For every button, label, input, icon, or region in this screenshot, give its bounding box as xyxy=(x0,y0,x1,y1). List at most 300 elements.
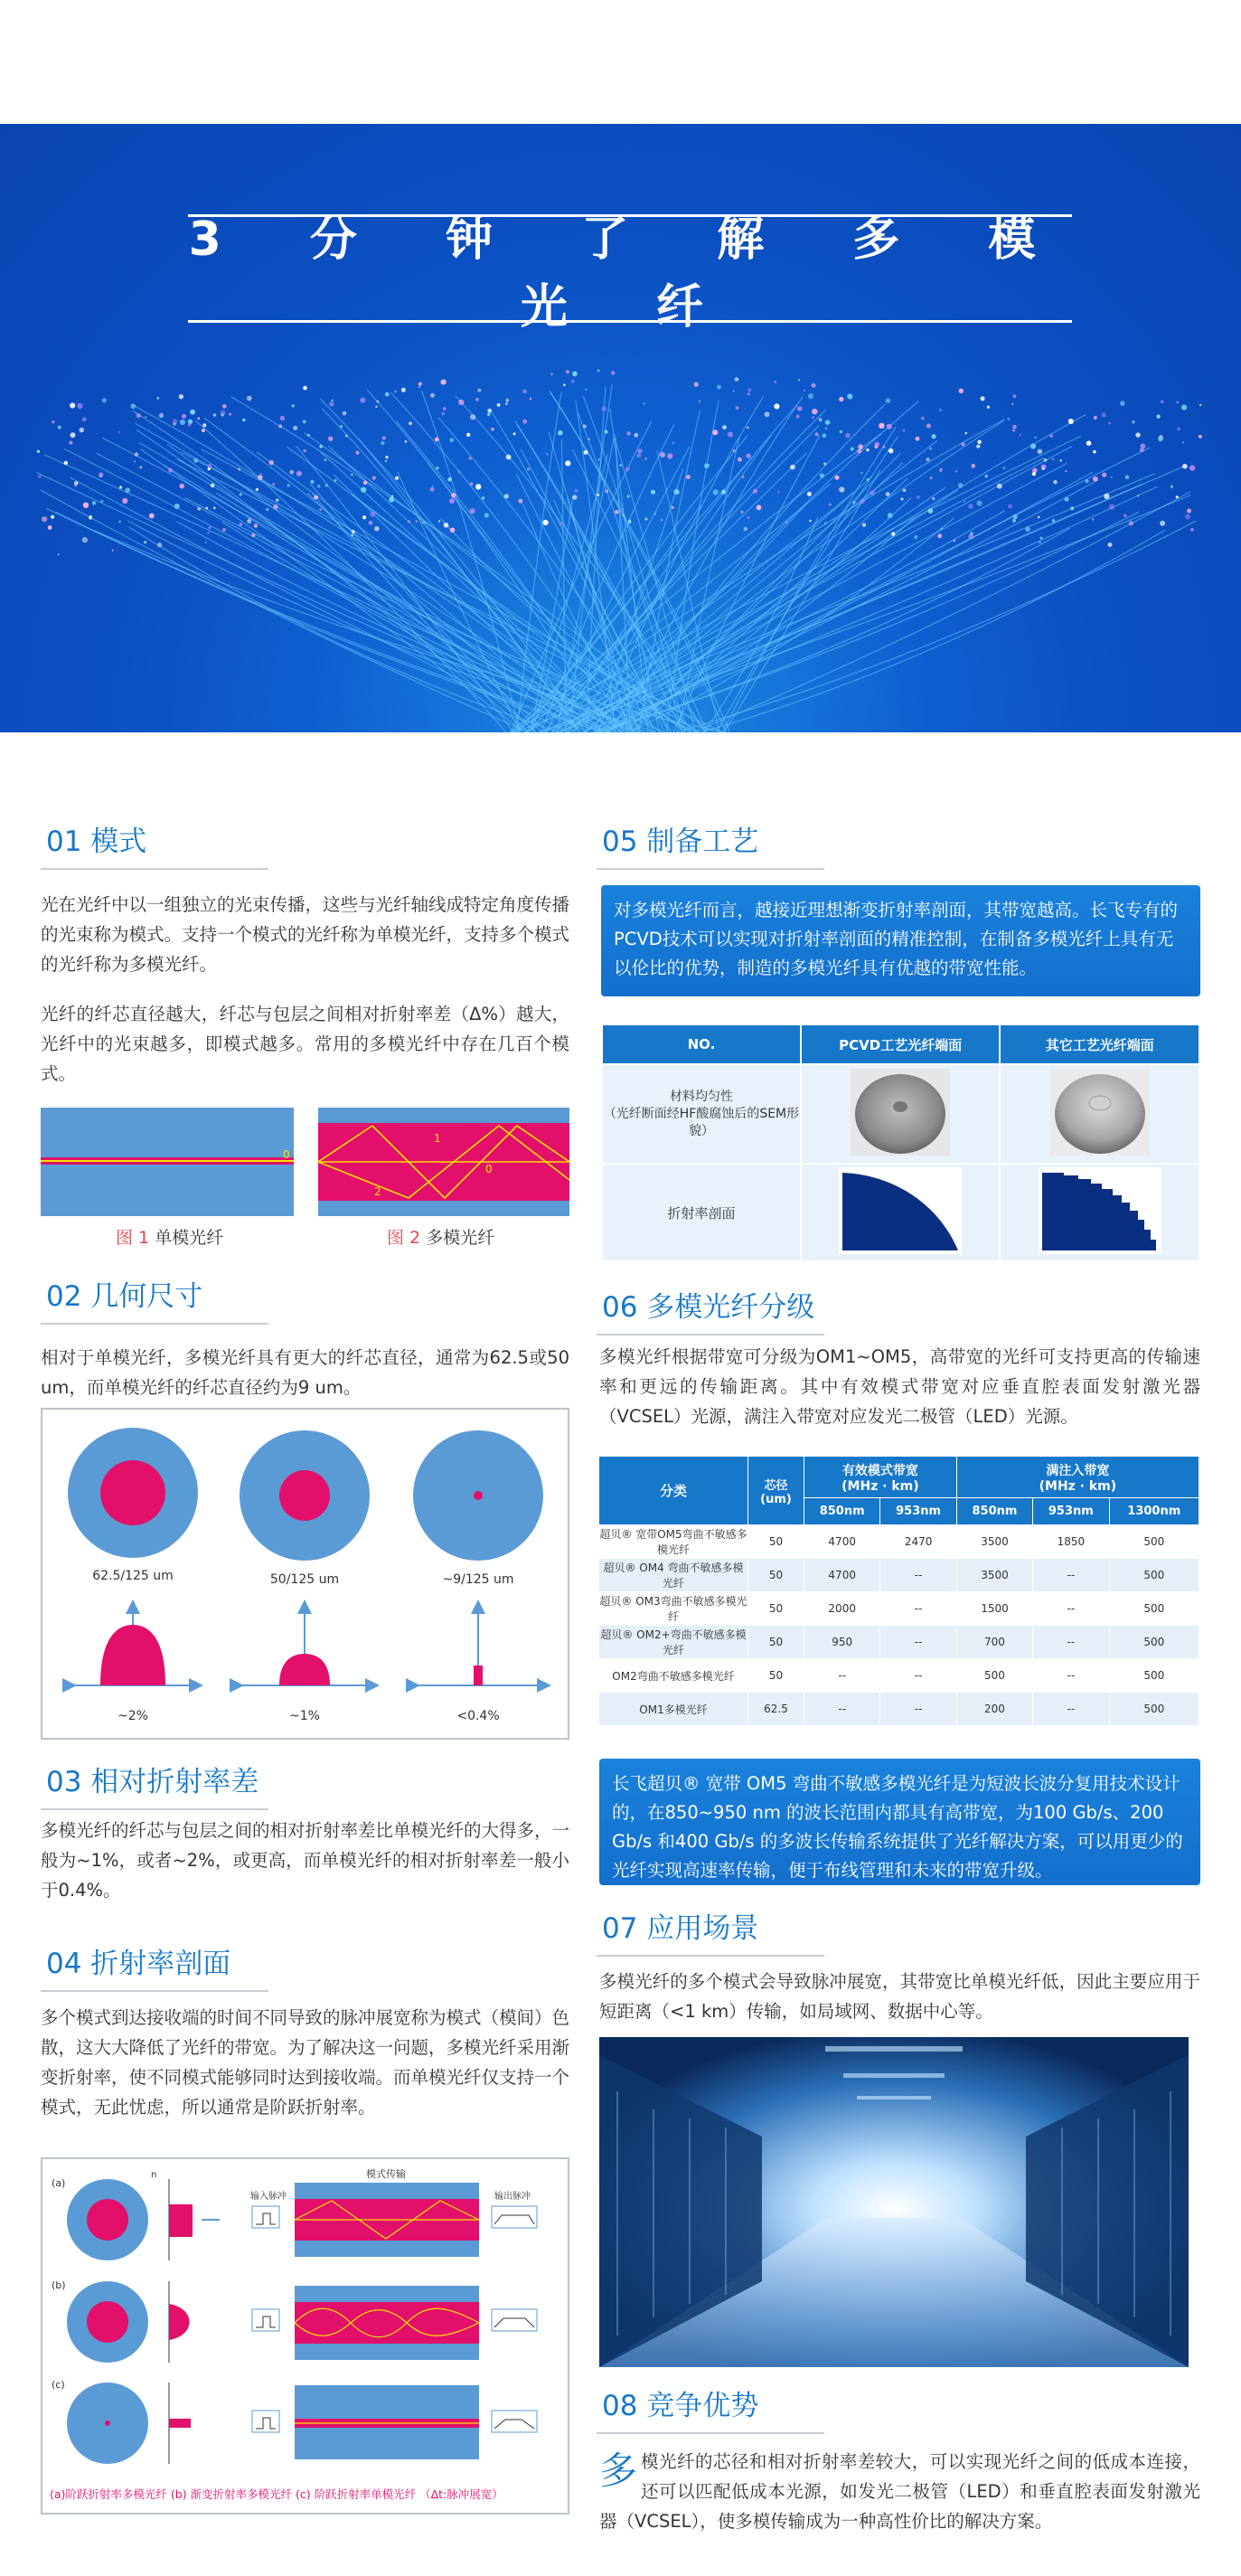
fiber-light-dot xyxy=(37,450,40,453)
fiber-light-dot xyxy=(747,454,751,458)
fiber-light-dot xyxy=(205,507,208,510)
fiber-light-dot xyxy=(721,490,726,495)
fiber-light-dot xyxy=(269,460,274,465)
grading-sub-ofl-1300: 1300nm xyxy=(1109,1498,1199,1525)
fiber-light-dot xyxy=(926,458,930,461)
fiber-light-dot xyxy=(118,431,121,434)
fiber-light-dot xyxy=(58,426,61,429)
fiber-light-dot xyxy=(1135,432,1140,437)
fiber-light-dot xyxy=(458,471,460,473)
fiber-light-dot xyxy=(377,401,380,403)
fiber-light-dot xyxy=(572,495,577,499)
fiber-light-dot xyxy=(569,513,571,514)
grading-cell: 4700 xyxy=(804,1559,880,1592)
data-center-image xyxy=(599,2037,1189,2367)
fiber-light-dot xyxy=(985,475,987,477)
fiber-light-dot xyxy=(254,524,258,527)
grading-cell: 超贝® 宽带OM5弯曲不敏感多模光纤 xyxy=(599,1525,748,1559)
fiber-light-dot xyxy=(824,522,827,524)
grading-cell: 超贝® OM3弯曲不敏感多模光纤 xyxy=(599,1592,748,1626)
fiber-light-dot xyxy=(937,533,942,538)
section-08-paragraph xyxy=(599,2447,1200,2536)
fiber-light-dot xyxy=(409,421,412,425)
fiber-light-dot xyxy=(51,515,54,519)
fiber-light-dot xyxy=(566,370,569,373)
pcvd-sem-picture xyxy=(851,1069,950,1156)
other-sem-picture xyxy=(1050,1069,1150,1156)
fiber-light-dot xyxy=(825,420,831,425)
geometry-label-50: 50/125 um xyxy=(269,1572,340,1587)
fiber-light-dot xyxy=(274,505,278,509)
fiber-light-dot xyxy=(1008,418,1011,420)
fiber-light-dot xyxy=(89,515,92,518)
fiber-light-dot xyxy=(77,403,82,409)
fiber-light-dot xyxy=(135,452,139,457)
fiber-light-dot xyxy=(964,501,965,503)
fiber-light-dot xyxy=(847,393,852,399)
grading-cell: 500 xyxy=(1109,1592,1199,1626)
fiber-light-dot xyxy=(860,472,862,474)
fiber-light-dot xyxy=(442,412,446,416)
fiber-light-dot xyxy=(704,463,710,468)
fiber-light-dot xyxy=(887,424,892,429)
fiber-light-dot xyxy=(941,528,943,530)
fig1-caption xyxy=(116,1224,223,1249)
fiber-light-dot xyxy=(888,448,893,453)
fiber-light-dot xyxy=(466,433,470,437)
fiber-light-dot xyxy=(1111,477,1113,478)
fiber-light-dot xyxy=(914,535,917,539)
fiber-light-dot xyxy=(334,479,337,482)
fig1-mode-mark: 0 xyxy=(283,1148,290,1161)
fiber-light-dot xyxy=(1032,472,1036,476)
fiber-light-dot xyxy=(293,426,297,430)
fiber-light-dot xyxy=(287,484,290,486)
fiber-light-dot xyxy=(625,467,630,471)
fiber-light-dot xyxy=(757,505,762,510)
fiber-light-dot xyxy=(352,534,354,537)
fiber-light-dot xyxy=(667,453,672,458)
fiber-light-dot xyxy=(444,523,449,528)
fiber-light-dot xyxy=(1020,434,1021,436)
fiber-light-dot xyxy=(1132,420,1134,423)
fiber-light-dot xyxy=(213,413,217,417)
fiber-light-dot xyxy=(208,467,211,470)
section-04-paragraph: 多个模式到达接收端的时间不同导致的脉冲展宽称为模式（模间）色散，这大大降低了光纤的带宽。为了解决这一问题，多模光纤采用渐变折射率，使不同模式能够同时达到接收端。而单模光纤仅支持一个模式，无此忧虑，所以通常是阶跃折射率。 xyxy=(41,2007,570,2118)
fiber-light-dot xyxy=(179,484,184,489)
other-sem-image xyxy=(1000,1064,1199,1164)
fiber-light-dot xyxy=(345,435,348,438)
fiber-light-dot xyxy=(370,512,375,517)
fiber-light-dot xyxy=(713,489,719,495)
geometry-label-9: ~9/125 um xyxy=(442,1572,514,1587)
fiber-light-dot xyxy=(672,506,674,509)
fiber-light-dot xyxy=(112,550,114,552)
fiber-light-dot xyxy=(435,438,439,442)
fiber-light-dot xyxy=(82,537,88,543)
fiber-light-dot xyxy=(879,423,884,429)
fiber-light-dot xyxy=(738,458,742,462)
fiber-light-dot xyxy=(977,440,981,444)
fiber-light-dot xyxy=(80,428,85,433)
geometry-delta-1: ~1% xyxy=(289,1709,320,1723)
fiber-light-dot xyxy=(1161,400,1164,403)
fiber-light-dot xyxy=(785,522,787,524)
fiber-light-dot xyxy=(522,420,527,424)
table-row xyxy=(599,1659,1199,1693)
section-03-paragraph: 多模光纤的纤芯与包层之间的相对折射率差比单模光纤的大得多，一般为~1%，或者~2%，或更高，而单模光纤的相对折射率差一般小于0.4%。 xyxy=(41,1820,570,1901)
table-row xyxy=(599,1525,1199,1559)
fiber-light-dot xyxy=(242,419,245,421)
fiber-light-dot xyxy=(820,474,824,478)
grading-cell: 500 xyxy=(956,1659,1032,1693)
hero-title-frame xyxy=(188,212,1072,335)
fiber-light-dot xyxy=(917,495,920,499)
fiber-light-dot xyxy=(835,476,840,480)
fiber-light-dot xyxy=(317,485,321,488)
fig2-number: 图 2 xyxy=(387,1228,421,1248)
fiber-light-dot xyxy=(222,528,226,532)
fiber-light-dot xyxy=(518,499,522,504)
fiber-light-dot xyxy=(744,527,747,531)
fiber-light-dot xyxy=(961,442,964,446)
fiber-light-dot xyxy=(598,458,600,460)
fiber-light-dot xyxy=(385,456,388,458)
fiber-light-dot xyxy=(363,481,367,485)
section-01-paragraph-1: 光在光纤中以一组独立的光束传播，这些与光纤轴线成特定角度传播的光束称为模式。支持一个模式的光纤称为单模光纤，支持多个模式的光纤称为多模光纤。 xyxy=(41,894,570,975)
section-04-heading: 04 折射率剖面 xyxy=(41,1940,268,1992)
fiber-light-dot xyxy=(736,406,739,410)
fiber-light-dot xyxy=(70,402,75,408)
fiber-light-dot xyxy=(1199,435,1202,439)
grading-header-category: 分类 xyxy=(599,1457,748,1525)
fig1-number: 图 1 xyxy=(116,1228,150,1248)
fiber-light-dot xyxy=(903,488,907,492)
fiber-light-dot xyxy=(134,460,136,462)
fiber-light-dot xyxy=(1070,506,1074,510)
profile-row-c-label: (c) xyxy=(52,2379,65,2391)
section-01-heading: 01 模式 xyxy=(41,818,268,870)
fiber-light-dot xyxy=(774,403,779,409)
grading-cell: 500 xyxy=(1109,1559,1199,1592)
fiber-light-dot xyxy=(1120,401,1125,406)
grading-cell: 3500 xyxy=(956,1525,1032,1559)
profile-axis-n-label: n xyxy=(151,2170,157,2180)
fiber-light-dot xyxy=(1065,470,1067,472)
fiber-light-dot xyxy=(173,419,178,424)
fiber-light-dot xyxy=(777,491,780,494)
fiber-light-dot xyxy=(891,532,895,535)
fiber-light-dot xyxy=(1094,416,1097,420)
section-02-heading: 02 几何尺寸 xyxy=(41,1273,268,1325)
fiber-light-dot xyxy=(278,425,282,429)
fiber-light-dot xyxy=(839,486,844,492)
grading-cell: 1850 xyxy=(1033,1525,1109,1559)
other-stepped-profile xyxy=(1039,1167,1161,1254)
fiber-light-dot xyxy=(505,399,509,402)
fiber-light-dot xyxy=(389,497,394,503)
fiber-light-dot xyxy=(328,437,333,441)
fiber-light-dot xyxy=(1065,497,1069,502)
fiber-light-dot xyxy=(1189,466,1195,471)
fiber-light-dot xyxy=(418,382,422,386)
grading-cell: 200 xyxy=(956,1693,1032,1726)
fiber-light-dot xyxy=(829,503,832,505)
section-03-heading: 03 相对折射率差 xyxy=(41,1759,268,1810)
fiber-light-dot xyxy=(69,441,72,445)
fiber-light-dot xyxy=(385,392,390,397)
fiber-light-dot xyxy=(130,403,136,409)
fiber-light-dot xyxy=(1137,495,1139,496)
fig2-mode-mark-2: 2 xyxy=(374,1185,381,1198)
fiber-light-dot xyxy=(747,427,748,429)
fiber-light-dot xyxy=(207,532,210,534)
fiber-light-dot xyxy=(1034,437,1036,439)
fiber-light-dot xyxy=(628,521,631,524)
grading-cell: -- xyxy=(1033,1659,1109,1693)
fiber-light-dot xyxy=(369,521,373,525)
single-mode-fiber-figure xyxy=(41,1108,294,1216)
fiber-light-dot xyxy=(343,411,347,416)
fiber-light-dot xyxy=(735,377,739,382)
pcvd-profile-chart xyxy=(801,1164,1001,1261)
fiber-light-dot xyxy=(886,492,890,496)
fiber-light-dot xyxy=(504,494,509,498)
grading-sub-emb-953: 953nm xyxy=(880,1498,956,1525)
section-05-heading: 05 制备工艺 xyxy=(597,818,824,870)
fiber-light-dot xyxy=(1102,412,1106,417)
grading-cell: -- xyxy=(1033,1693,1109,1726)
grading-header-emb: 有效模式带宽 (MHz · km) xyxy=(804,1457,957,1498)
fiber-light-dot xyxy=(968,534,973,540)
fiber-light-dot xyxy=(487,409,492,413)
fiber-light-dot xyxy=(266,508,268,511)
fiber-light-dot xyxy=(673,489,679,495)
section-08-text: 模光纤的芯径和相对折射率差较大，可以实现光纤之间的低成本连接，还可以匹配低成本光源，如发光二极管（LED）和垂直腔表面发射激光器（VCSEL），使多模传输成为一种高性价比的解决方案。 xyxy=(599,2451,1200,2532)
fiber-light-dot xyxy=(733,390,735,392)
fiber-light-dot xyxy=(1013,394,1017,398)
fiber-light-dot xyxy=(477,389,481,392)
fiber-light-dot xyxy=(190,410,195,415)
refractive-profile-diagram xyxy=(42,2159,568,2513)
fiber-light-dot xyxy=(572,372,578,377)
process-table-row-profile: 折射率剖面 xyxy=(602,1164,801,1261)
fiber-light-dot xyxy=(303,449,306,452)
fiber-light-dot xyxy=(823,434,826,438)
grading-cell: 超贝® OM2+弯曲不敏感多模光纤 xyxy=(599,1626,748,1659)
fiber-light-dot xyxy=(484,513,489,517)
fiber-light-dot xyxy=(527,467,530,470)
fiber-light-dot xyxy=(1177,401,1179,403)
fiber-light-dot xyxy=(551,373,553,375)
fiber-light-dot xyxy=(853,501,856,504)
grading-cell: -- xyxy=(880,1592,956,1626)
grading-cell: 500 xyxy=(1109,1693,1199,1726)
grading-cell: -- xyxy=(804,1693,880,1726)
fiber-light-dot xyxy=(92,501,96,505)
fiber-light-dot xyxy=(774,381,776,382)
fiber-light-dot xyxy=(558,430,563,436)
fiber-light-dot xyxy=(1108,422,1111,425)
fiber-light-dot xyxy=(796,415,800,419)
fiber-light-dot xyxy=(506,455,512,460)
fiber-light-dot xyxy=(139,467,142,469)
fiber-light-dot xyxy=(1140,448,1144,452)
fiber-light-dot xyxy=(619,464,622,467)
fiber-light-dot xyxy=(156,397,159,400)
fiber-light-dot xyxy=(310,480,314,484)
fig2-mode-mark-0: 0 xyxy=(485,1163,493,1175)
grading-sub-ofl-850: 850nm xyxy=(956,1498,1032,1525)
grading-cell: -- xyxy=(1033,1626,1109,1659)
fiber-light-dot xyxy=(1093,450,1096,454)
fiber-light-dot xyxy=(1181,405,1187,410)
geometry-delta-04: <0.4% xyxy=(456,1709,500,1723)
fiber-light-dot xyxy=(797,406,802,410)
fiber-light-dot xyxy=(1170,486,1173,488)
grading-cell: -- xyxy=(880,1693,956,1726)
fiber-light-dot xyxy=(886,399,890,403)
multi-mode-fiber-figure xyxy=(318,1108,569,1216)
grading-header-ofl: 满注入带宽 (MHz · km) xyxy=(956,1457,1199,1498)
fiber-light-dot xyxy=(209,526,212,529)
fiber-light-dot xyxy=(753,489,757,494)
grading-cell: -- xyxy=(1033,1592,1109,1626)
fiber-light-dot xyxy=(475,398,479,401)
table-row xyxy=(599,1592,1199,1626)
fiber-light-dot xyxy=(193,458,198,463)
fiber-light-dot xyxy=(381,441,384,445)
fiber-light-dot xyxy=(240,523,243,526)
grading-cell: -- xyxy=(804,1659,880,1693)
fiber-light-dot xyxy=(469,457,472,459)
fiber-light-dot xyxy=(559,523,562,525)
section-01-paragraph-2: 光纤的纤芯直径越大，纤芯与包层之间相对折射率差（Δ%）越大，光纤中的光束越多，即模式越多。常用的多模光纤中存在几百个模式。 xyxy=(41,1004,569,1084)
fiber-light-dot xyxy=(1068,419,1074,424)
grading-cell: 1500 xyxy=(956,1592,1032,1626)
fiber-light-dot xyxy=(482,497,484,500)
profile-header-output-pulse: 输出脉冲 xyxy=(494,2192,531,2202)
fiber-light-dot xyxy=(1012,429,1015,431)
fiber-light-dot xyxy=(375,405,378,408)
fiber-light-dot xyxy=(860,499,865,504)
fiber-light-dot xyxy=(470,508,475,514)
fiber-light-dot xyxy=(238,468,240,471)
fiber-light-dot xyxy=(651,490,655,495)
fiber-light-dot xyxy=(319,509,322,512)
fiber-light-dot xyxy=(240,493,242,495)
section-08-dropcap: 多 xyxy=(599,2449,638,2493)
grading-cell: 50 xyxy=(748,1559,804,1592)
fiber-light-dot xyxy=(487,413,490,416)
fiber-light-dot xyxy=(470,414,475,420)
grading-cell: 500 xyxy=(1109,1659,1199,1693)
fiber-light-dot xyxy=(845,433,851,439)
fiber-light-dot xyxy=(722,425,727,429)
table-row xyxy=(599,1559,1199,1592)
fiber-light-dot xyxy=(272,483,275,486)
fiber-light-dot xyxy=(71,432,76,438)
fiber-light-dot xyxy=(1030,443,1036,448)
grading-table xyxy=(598,1456,1199,1726)
fiber-light-dot xyxy=(1060,459,1062,461)
fiber-light-dot xyxy=(814,432,818,436)
fiber-light-dot xyxy=(597,494,599,496)
fiber-light-dot xyxy=(451,493,456,497)
process-table-header-no: NO. xyxy=(602,1024,801,1064)
fiber-light-dot xyxy=(296,471,302,477)
fiber-light-dot xyxy=(809,520,811,522)
fiber-light-dot xyxy=(1086,479,1089,483)
fiber-light-dot xyxy=(408,520,410,523)
fiber-light-dot xyxy=(623,514,625,517)
fiber-light-dot xyxy=(627,495,630,497)
fiber-light-dot xyxy=(505,402,508,405)
fiber-light-dot xyxy=(197,507,201,511)
fiber-light-dot xyxy=(530,398,531,400)
fiber-light-dot xyxy=(418,386,420,388)
fiber-light-dot xyxy=(1185,514,1190,520)
fiber-light-dot xyxy=(602,406,607,411)
fiber-light-dot xyxy=(928,508,934,514)
fiber-light-dot xyxy=(615,510,619,514)
fiber-light-dot xyxy=(319,445,323,448)
fiber-light-dot xyxy=(157,543,162,547)
fiber-light-dot xyxy=(1025,526,1030,532)
fiber-light-dot xyxy=(372,476,376,479)
fiber-light-dot xyxy=(916,437,920,441)
fiber-light-dot xyxy=(385,460,387,462)
fiber-light-dot xyxy=(102,398,107,402)
fiber-light-dot xyxy=(1160,521,1165,526)
geometry-label-62-5: 62.5/125 um xyxy=(92,1569,174,1583)
grading-header-core: 芯径 (um) xyxy=(748,1457,804,1525)
process-table-row-uniformity: 材料均匀性 （光纤断面经HF酸腐蚀后的SEM形貌） xyxy=(602,1064,801,1164)
fiber-light-dot xyxy=(888,513,893,518)
grading-cell: 2000 xyxy=(804,1592,880,1626)
fiber-light-dot xyxy=(1199,404,1201,406)
fiber-light-dot xyxy=(401,388,406,392)
fiber-light-dot xyxy=(644,402,645,404)
section-08-heading: 08 竞争优势 xyxy=(597,2383,824,2434)
fiber-light-dot xyxy=(447,477,452,482)
fiber-light-dot xyxy=(1125,475,1130,479)
grading-cell: 500 xyxy=(1109,1525,1199,1559)
fiber-light-dot xyxy=(352,530,355,533)
fiber-light-dot xyxy=(825,428,827,429)
fiber-light-dot xyxy=(513,432,516,435)
fiber-light-dot xyxy=(588,439,590,440)
fiber-light-dot xyxy=(136,413,141,418)
fiber-light-dot xyxy=(644,458,647,460)
fig2-label: 多模光纤 xyxy=(426,1228,495,1248)
table-row xyxy=(599,1693,1199,1726)
grading-cell: 50 xyxy=(748,1592,804,1626)
fiber-light-dot xyxy=(436,467,438,469)
fiber-light-dot xyxy=(229,413,231,416)
pcvd-sem-image xyxy=(801,1064,1001,1164)
fiber-light-dot xyxy=(1044,458,1048,462)
fiber-light-dot xyxy=(1011,403,1013,405)
grading-cell: 3500 xyxy=(956,1559,1032,1592)
fiber-light-dot xyxy=(790,465,795,470)
fiber-light-dot xyxy=(605,489,608,493)
fiber-light-dot xyxy=(405,440,407,442)
fiber-light-dot xyxy=(1012,519,1016,523)
fiber-light-dot xyxy=(1039,542,1041,544)
fiber-light-dot xyxy=(1176,495,1179,498)
fiber-light-dot xyxy=(458,400,464,405)
